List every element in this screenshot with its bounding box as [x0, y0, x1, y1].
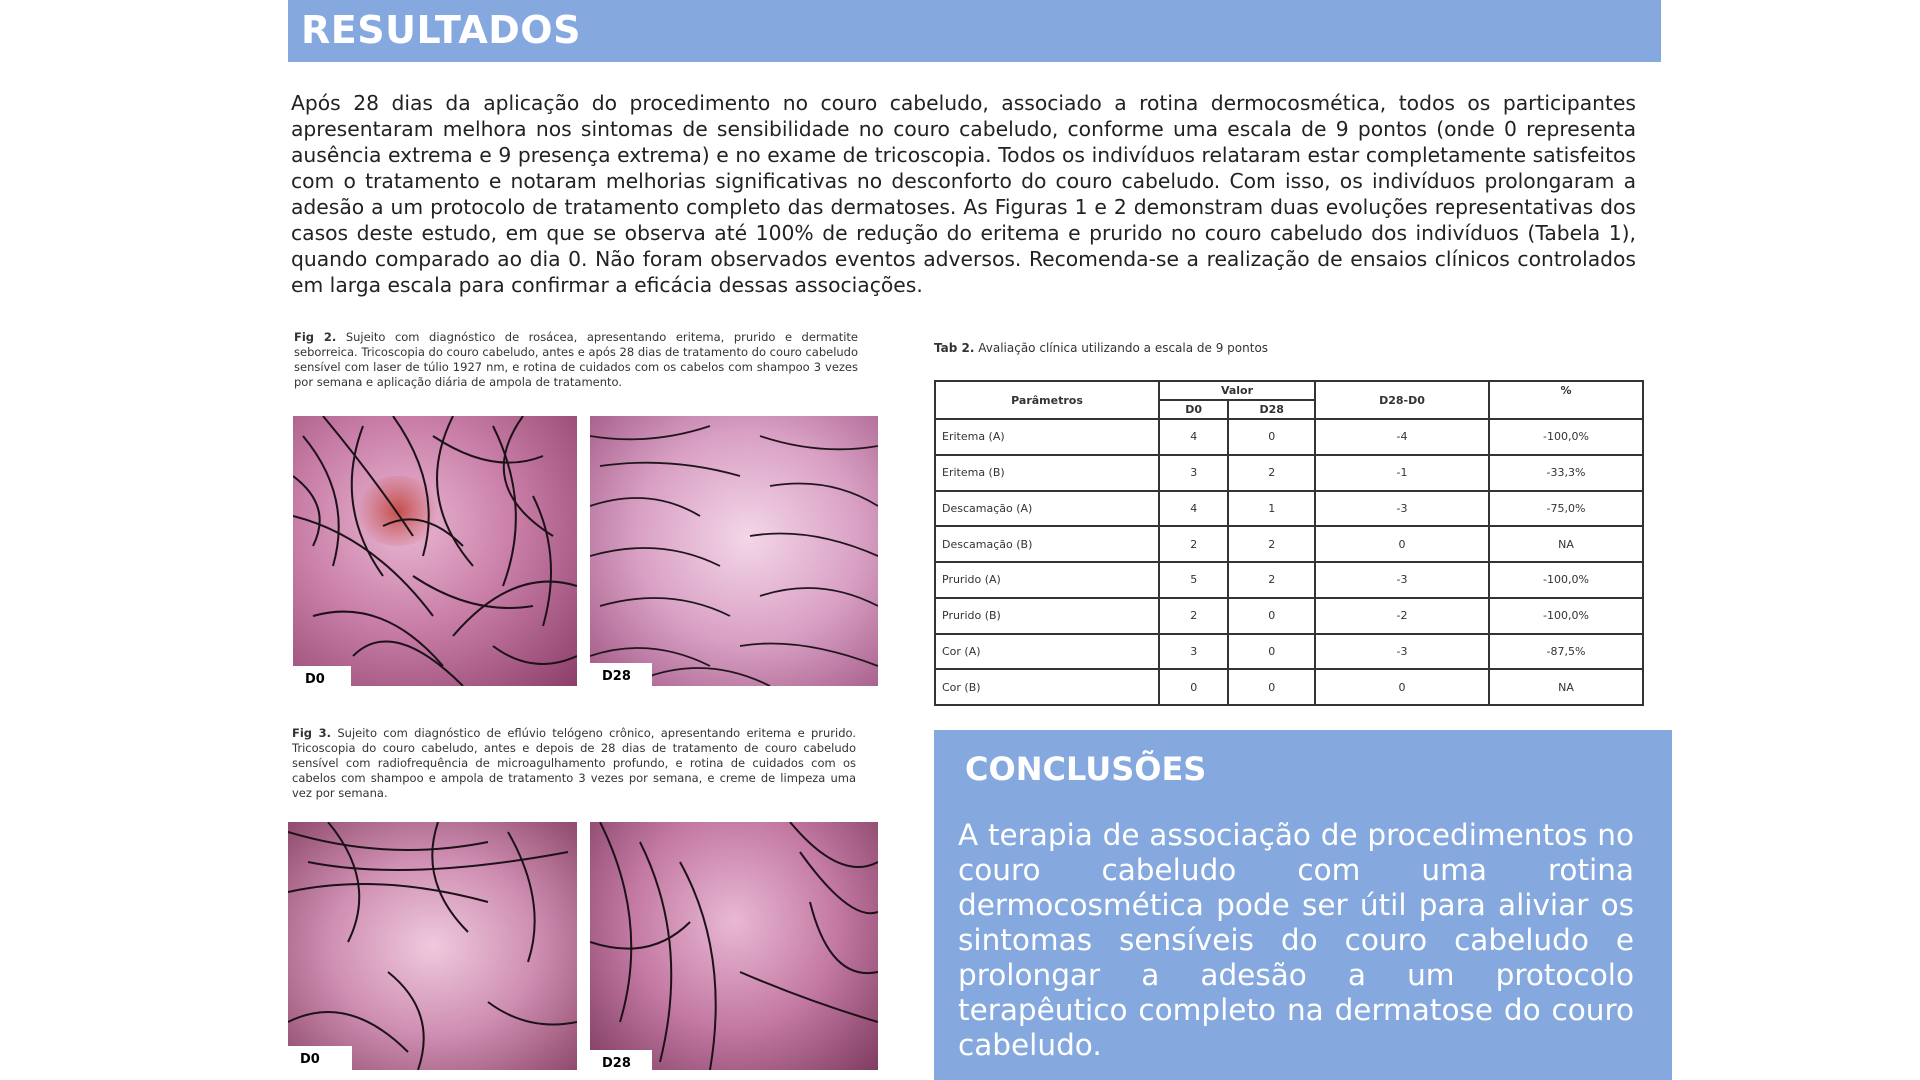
fig3-d28-label: D28	[590, 1050, 652, 1077]
row-param: Prurido (B)	[935, 598, 1159, 634]
row-pct: -33,3%	[1489, 455, 1643, 491]
row-param: Prurido (A)	[935, 562, 1159, 598]
row-diff: -3	[1315, 634, 1489, 670]
fig2-label: Fig 2.	[294, 330, 337, 344]
hair-strands	[590, 416, 878, 686]
conclusions-text: A terapia de associação de procedimentos no couro cabeludo com uma rotina dermocosmética pode ser útil para aliviar os sintomas sensíveis do couro cabeludo e prolongar a adesão a um protocolo terapêutico completo na dermatose do couro cabeludo.	[958, 818, 1634, 1062]
row-pct: -75,0%	[1489, 491, 1643, 527]
col-header-pct: %	[1489, 381, 1643, 419]
row-d0: 4	[1159, 491, 1228, 527]
row-d28: 0	[1228, 419, 1315, 455]
col-header-valor: Valor	[1159, 381, 1315, 400]
table-row	[935, 526, 1643, 562]
row-d0: 4	[1159, 419, 1228, 455]
table-row	[935, 455, 1643, 491]
fig2-d0-photo	[293, 416, 577, 686]
fig3-d28-photo	[590, 822, 878, 1070]
row-diff: -3	[1315, 562, 1489, 598]
fig2-d28-photo	[590, 416, 878, 686]
fig3-label: Fig 3.	[292, 726, 332, 740]
table-row	[935, 634, 1643, 670]
col-header-d0: D0	[1159, 400, 1228, 419]
row-param: Eritema (A)	[935, 419, 1159, 455]
row-d0: 2	[1159, 598, 1228, 634]
row-d0: 5	[1159, 562, 1228, 598]
row-diff: 0	[1315, 526, 1489, 562]
table-label: Tab 2.	[934, 341, 975, 355]
hair-strands	[293, 416, 577, 686]
row-param: Descamação (B)	[935, 526, 1159, 562]
row-pct: -100,0%	[1489, 419, 1643, 455]
table-row	[935, 419, 1643, 455]
fig3-d0-photo	[288, 822, 577, 1070]
conclusions-title: CONCLUSÕES	[965, 750, 1207, 788]
row-d0: 2	[1159, 526, 1228, 562]
fig2-d28-label: D28	[590, 663, 652, 691]
row-diff: -2	[1315, 598, 1489, 634]
row-d0: 3	[1159, 455, 1228, 491]
row-diff: -1	[1315, 455, 1489, 491]
row-pct: -87,5%	[1489, 634, 1643, 670]
row-pct: -100,0%	[1489, 562, 1643, 598]
fig3-caption-text: Sujeito com diagnóstico de eflúvio telógeno crônico, apresentando eritema e prurido. Tricoscopia do couro cabeludo, antes e depois de 28 dias de tratamento de couro cabeludo sensível com radiofrequência de microagulhamento profundo, e rotina de cuidados com os cabelos com shampoo e ampola de tratamento 3 vezes por semana, e creme de limpeza uma vez por semana.	[292, 726, 857, 800]
fig3-d0-label: D0	[288, 1046, 352, 1073]
hair-strands	[288, 822, 577, 1070]
table-row	[935, 598, 1643, 634]
row-d28: 2	[1228, 562, 1315, 598]
row-pct: NA	[1489, 669, 1643, 705]
results-title: RESULTADOS	[301, 8, 581, 52]
row-d0: 3	[1159, 634, 1228, 670]
row-diff: -3	[1315, 491, 1489, 527]
row-pct: NA	[1489, 526, 1643, 562]
row-param: Descamação (A)	[935, 491, 1159, 527]
conclusions-box	[934, 730, 1672, 1080]
col-header-diff: D28-D0	[1315, 381, 1489, 419]
row-d0: 0	[1159, 669, 1228, 705]
table-caption	[934, 341, 1268, 355]
row-diff: -4	[1315, 419, 1489, 455]
table-row	[935, 562, 1643, 598]
row-d28: 2	[1228, 455, 1315, 491]
col-header-param: Parâmetros	[935, 381, 1159, 419]
results-header	[288, 0, 1661, 62]
table-row	[935, 669, 1643, 705]
table-caption-text: Avaliação clínica utilizando a escala de 9 pontos	[978, 341, 1269, 355]
fig2-d0-label: D0	[293, 666, 351, 691]
row-d28: 0	[1228, 669, 1315, 705]
col-header-d28: D28	[1228, 400, 1315, 419]
row-diff: 0	[1315, 669, 1489, 705]
row-d28: 1	[1228, 491, 1315, 527]
hair-strands	[590, 822, 878, 1070]
evaluation-table	[934, 380, 1644, 706]
row-param: Cor (A)	[935, 634, 1159, 670]
row-pct: -100,0%	[1489, 598, 1643, 634]
row-d28: 0	[1228, 598, 1315, 634]
row-param: Cor (B)	[935, 669, 1159, 705]
fig2-caption	[294, 330, 858, 390]
row-param: Eritema (B)	[935, 455, 1159, 491]
results-paragraph: Após 28 dias da aplicação do procedimento no couro cabeludo, associado a rotina dermocosmética, todos os participantes apresentaram melhora nos sintomas de sensibilidade no couro cabeludo, conforme uma escala de 9 pontos (onde 0 representa ausência extrema e 9 presença extrema) e no exame de tricoscopia. Todos os indivíduos relataram estar completamente satisfeitos com o tratamento e notaram melhorias significativas no desconforto do couro cabeludo. Com isso, os indivíduos prolongaram a adesão a um protocolo de tratamento completo das dermatoses. As Figuras 1 e 2 demonstram duas evoluções representativas dos casos deste estudo, em que se observa até 100% de redução do eritema e prurido no couro cabeludo dos indivíduos (Tabela 1), quando comparado ao dia 0. Não foram observados eventos adversos. Recomenda-se a realização de ensaios clínicos controlados em larga escala para confirmar a eficácia dessas associações.	[291, 91, 1636, 297]
row-d28: 2	[1228, 526, 1315, 562]
fig3-caption	[292, 726, 856, 801]
row-d28: 0	[1228, 634, 1315, 670]
table-row	[935, 491, 1643, 527]
fig2-caption-text: Sujeito com diagnóstico de rosácea, apresentando eritema, prurido e dermatite seborreica. Tricoscopia do couro cabeludo, antes e após 28 dias de tratamento do couro cabeludo sensível com laser de túlio 1927 nm, e rotina de cuidados com os cabelos com shampoo 3 vezes por semana e aplicação diária de ampola de tratamento.	[294, 330, 859, 389]
